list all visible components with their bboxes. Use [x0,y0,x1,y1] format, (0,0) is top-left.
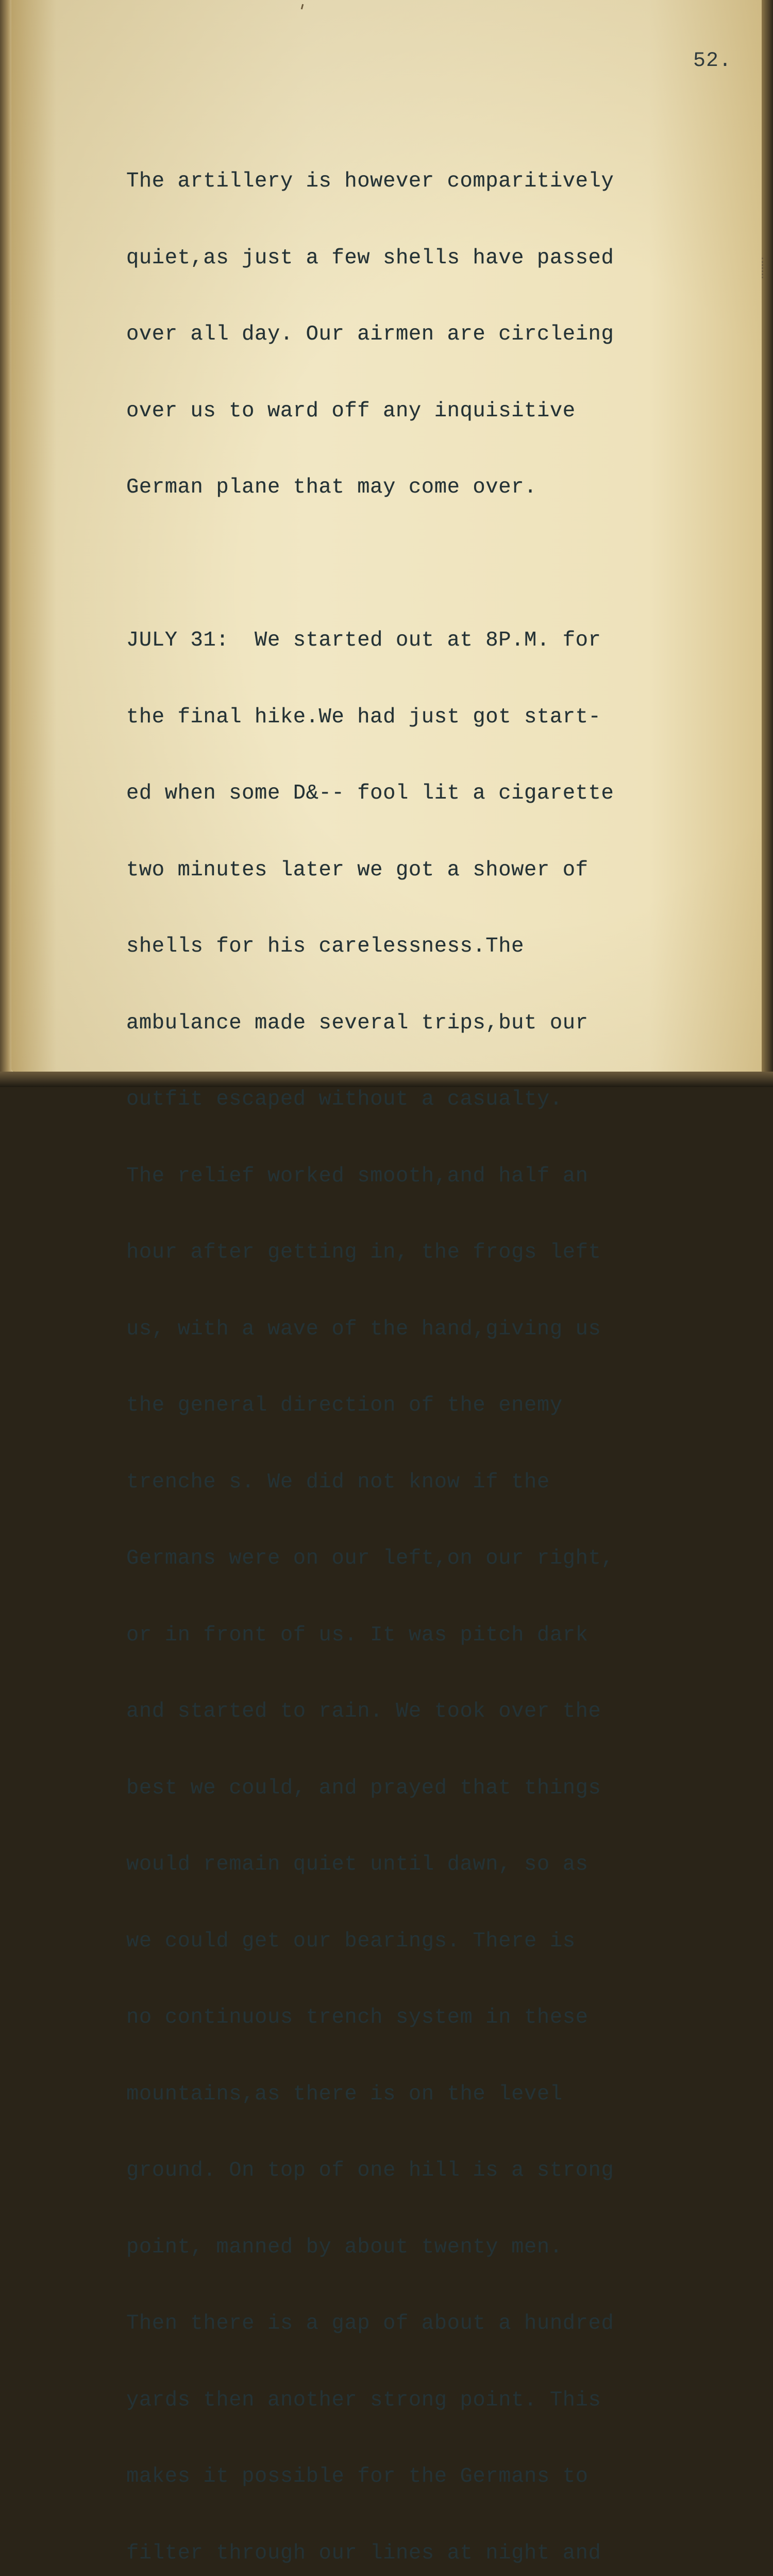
ink-speck [301,4,304,9]
text-line: Then there is a gap of about a hundred [126,2312,614,2335]
text-line: The relief worked smooth,and half an [126,1164,589,1188]
text-line: German plane that may come over. [126,476,537,499]
paragraph-gap [126,552,724,578]
text-line: yards then another strong point. This [126,2388,601,2412]
text-line: outfit escaped without a casualty. [126,1088,563,1111]
text-line: best we could, and prayed that things [126,1776,601,1800]
text-line: or in front of us. It was pitch dark [126,1623,589,1647]
text-line: hour after getting in, the frogs left [126,1241,601,1264]
text-line: would remain quiet until dawn, so as [126,1853,589,1876]
text-line: shells for his carelessness.The [126,935,525,958]
text-line: and started to rain. We took over the [126,1700,601,1723]
text-line: over us to ward off any inquisitive [126,399,576,423]
text-line: the general direction of the enemy [126,1394,563,1417]
text-line: no continuous trench system in these [126,2006,589,2029]
text-line: makes it possible for the Germans to [126,2465,589,2488]
margin-mark [762,258,766,278]
text-line: us, with a wave of the hand,giving us [126,1317,601,1341]
text-line: quiet,as just a few shells have passed [126,246,614,270]
text-line: over all day. Our airmen are circleing [126,323,614,346]
text-line: JULY 31: We started out at 8P.M. for [126,629,601,652]
book-right-edge [762,0,773,1087]
text-line: ed when some D&-- fool lit a cigarette [126,782,614,805]
page-number: 52. [693,49,732,73]
text-line: The artillery is however comparitively [126,170,614,193]
text-line: ambulance made several trips,but our [126,1011,589,1035]
text-line: Germans were on our left,on our right, [126,1547,614,1570]
text-line: point, manned by about twenty men. [126,2235,563,2259]
text-line: filter through our lines at night and [126,2541,601,2565]
text-line: mountains,as there is on the level [126,2082,563,2106]
diary-page [11,0,762,2565]
text-line: we could get our bearings. There is [126,1929,576,1953]
text-line: ground. On top of one hill is a strong [126,2159,614,2182]
typed-entry [126,118,724,2576]
text-line: the final hike.We had just got start- [126,705,601,729]
text-line: two minutes later we got a shower of [126,858,589,882]
text-line: trenche s. We did not know if the [126,1470,550,1494]
